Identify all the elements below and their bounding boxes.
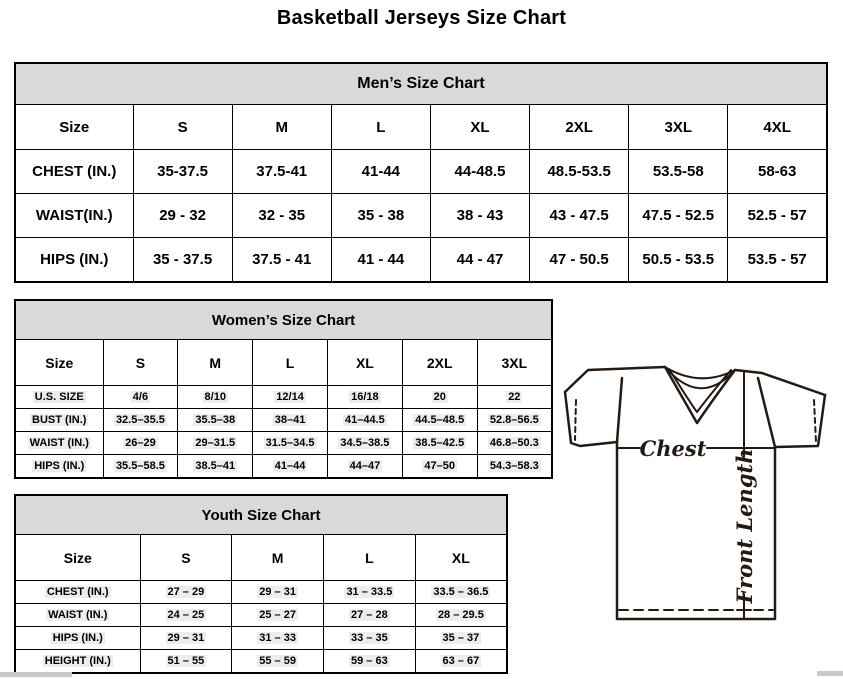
youth-col-header: M (232, 535, 324, 581)
size-cell: 31 – 33 (232, 627, 324, 650)
size-cell: 4/6 (103, 386, 178, 409)
size-cell: 38 - 43 (430, 194, 529, 238)
size-cell: 8/10 (178, 386, 253, 409)
womens-col-header: M (178, 340, 253, 386)
page-title: Basketball Jerseys Size Chart (276, 7, 567, 29)
mens-table-title: Men’s Size Chart (15, 63, 827, 105)
size-cell: 51 – 55 (140, 650, 232, 674)
size-cell: 34.5–38.5 (327, 432, 402, 455)
mens-col-header: 2XL (530, 105, 629, 150)
womens-row-label-bust: BUST (IN.) (15, 409, 103, 432)
mens-row-label-chest: CHEST (IN.) (15, 150, 133, 194)
size-cell: 33.5 – 36.5 (415, 581, 507, 604)
size-cell: 44-48.5 (430, 150, 529, 194)
size-cell: 32.5–35.5 (103, 409, 178, 432)
jersey-outline-icon (565, 367, 825, 619)
size-cell: 26–29 (103, 432, 178, 455)
youth-row-label-height: HEIGHT (IN.) (15, 650, 140, 674)
size-cell: 16/18 (327, 386, 402, 409)
youth-row-label-hips: HIPS (IN.) (15, 627, 140, 650)
womens-col-header: L (253, 340, 328, 386)
womens-size-header: Size (15, 340, 103, 386)
size-cell: 54.3–58.3 (477, 455, 552, 479)
youth-col-header: S (140, 535, 232, 581)
mens-row-label-waist: WAIST(IN.) (15, 194, 133, 238)
horizontal-scrollbar-thumb[interactable] (0, 672, 72, 677)
mens-size-header: Size (15, 105, 133, 150)
size-cell: 38–41 (253, 409, 328, 432)
mens-size-table (14, 62, 828, 283)
size-cell: 25 – 27 (232, 604, 324, 627)
size-cell: 12/14 (253, 386, 328, 409)
size-cell: 31.5–34.5 (253, 432, 328, 455)
size-cell: 53.5 - 57 (728, 238, 827, 283)
size-cell: 47–50 (402, 455, 477, 479)
youth-size-header: Size (15, 535, 140, 581)
size-cell: 20 (402, 386, 477, 409)
size-cell: 29 – 31 (232, 581, 324, 604)
size-cell: 44.5–48.5 (402, 409, 477, 432)
size-cell: 44 - 47 (430, 238, 529, 283)
size-cell: 52.5 - 57 (728, 194, 827, 238)
size-cell: 53.5-58 (629, 150, 728, 194)
youth-col-header: L (324, 535, 416, 581)
size-cell: 27 – 29 (140, 581, 232, 604)
size-cell: 37.5-41 (232, 150, 331, 194)
mens-col-header: 4XL (728, 105, 827, 150)
front-length-label: Front Length (732, 448, 757, 604)
size-cell: 58-63 (728, 150, 827, 194)
size-cell: 43 - 47.5 (530, 194, 629, 238)
mens-col-header: 3XL (629, 105, 728, 150)
size-cell: 48.5-53.5 (530, 150, 629, 194)
size-cell: 38.5–42.5 (402, 432, 477, 455)
womens-row-label-hips: HIPS (IN.) (15, 455, 103, 479)
mens-col-header: XL (430, 105, 529, 150)
youth-size-table (14, 494, 508, 674)
size-cell: 41 - 44 (331, 238, 430, 283)
size-cell: 52.8–56.5 (477, 409, 552, 432)
size-cell: 28 – 29.5 (415, 604, 507, 627)
size-cell: 29–31.5 (178, 432, 253, 455)
size-cell: 24 – 25 (140, 604, 232, 627)
mens-col-header: S (133, 105, 232, 150)
size-cell: 29 - 32 (133, 194, 232, 238)
womens-table-title: Women’s Size Chart (15, 300, 552, 340)
womens-col-header: S (103, 340, 178, 386)
size-cell: 35-37.5 (133, 150, 232, 194)
youth-table-title: Youth Size Chart (15, 495, 507, 535)
size-cell: 33 – 35 (324, 627, 416, 650)
size-cell: 35 - 37.5 (133, 238, 232, 283)
womens-col-header: XL (327, 340, 402, 386)
size-cell: 38.5–41 (178, 455, 253, 479)
jersey-diagram (556, 360, 840, 628)
size-cell: 27 – 28 (324, 604, 416, 627)
youth-row-label-chest: CHEST (IN.) (15, 581, 140, 604)
size-cell: 29 – 31 (140, 627, 232, 650)
mens-col-header: L (331, 105, 430, 150)
size-cell: 32 - 35 (232, 194, 331, 238)
size-cell: 35 – 37 (415, 627, 507, 650)
chest-label: Chest (639, 436, 707, 461)
size-cell: 31 – 33.5 (324, 581, 416, 604)
womens-col-header: 2XL (402, 340, 477, 386)
youth-row-label-waist: WAIST (IN.) (15, 604, 140, 627)
womens-size-table (14, 299, 553, 479)
horizontal-scrollbar-fragment[interactable] (817, 671, 843, 676)
size-cell: 50.5 - 53.5 (629, 238, 728, 283)
size-cell: 35 - 38 (331, 194, 430, 238)
size-cell: 59 – 63 (324, 650, 416, 674)
size-cell: 41–44.5 (327, 409, 402, 432)
size-cell: 41-44 (331, 150, 430, 194)
womens-col-header: 3XL (477, 340, 552, 386)
womens-row-label-waist: WAIST (IN.) (15, 432, 103, 455)
size-cell: 47.5 - 52.5 (629, 194, 728, 238)
womens-row-label-us-size: U.S. SIZE (15, 386, 103, 409)
size-cell: 47 - 50.5 (530, 238, 629, 283)
size-cell: 41–44 (253, 455, 328, 479)
youth-col-header: XL (415, 535, 507, 581)
size-cell: 55 – 59 (232, 650, 324, 674)
mens-row-label-hips: HIPS (IN.) (15, 238, 133, 283)
size-cell: 22 (477, 386, 552, 409)
size-cell: 37.5 - 41 (232, 238, 331, 283)
size-cell: 44–47 (327, 455, 402, 479)
size-cell: 35.5–58.5 (103, 455, 178, 479)
mens-col-header: M (232, 105, 331, 150)
size-cell: 46.8–50.3 (477, 432, 552, 455)
size-cell: 35.5–38 (178, 409, 253, 432)
size-cell: 63 – 67 (415, 650, 507, 674)
